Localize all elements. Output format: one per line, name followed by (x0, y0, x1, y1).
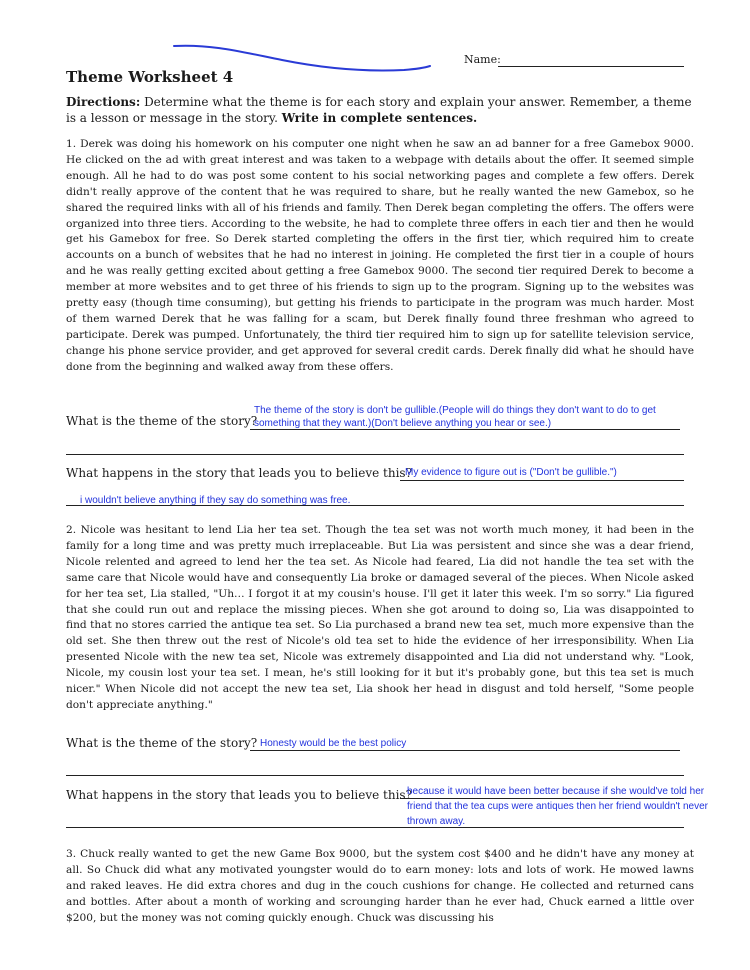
story-1-evidence-answer-line (400, 480, 684, 481)
story-2-evidence-answer-line-3[interactable]: thrown away. (407, 816, 466, 827)
directions-label: Directions: (66, 95, 141, 109)
directions-text: Determine what the theme is for each story and explain your answer. Remember, a theme is a lesson or message in the story. (66, 95, 692, 125)
story-2-theme-answer-line-1[interactable]: Honesty would be the best policy (260, 738, 407, 749)
directions (66, 94, 696, 126)
story-1-theme-answer-line-1[interactable]: The theme of the story is don't be gullible.(People will do things they don't want to do to get (254, 405, 656, 416)
story-2-theme-answer-line (250, 750, 680, 751)
story-1-evidence-answer-line-1[interactable]: My evidence to figure out is ("Don't be gullible.") (405, 467, 617, 478)
story-2-text: 2. Nicole was hesitant to lend Lia her tea set. Though the tea set was not worth much money, it had been in the family for a long time and was pretty much irreplaceable. But Lia was persistent and since she was a dear friend, Nicole relented and agreed to lend her the tea set. As Nicole had feared, Lia did not handle the tea set with the same care that Nicole would have and consequently Lia broke or damaged several of the pieces. When Nicole asked for her tea set, Lia stalled, "Uh… I forgot it at my cousin's house. I'll get it later this week. I'm so sorry." Lia figured that she could run out and replace the missing pieces. When she got around to doing so, Lia was disappointed to find that no stores carried the antique tea set. So Lia purchased a brand new tea set, much more expensive than the old set. She then threw out the rest of Nicole's old tea set to hide the evidence of her irresponsibility. When Lia presented Nicole with the new tea set, Nicole was extremely disappointed and Lia did not understand why. "Look, Nicole, my cousin lost your tea set. I mean, he's still looking for it but it's probably gone, but this tea set is much nicer." When Nicole did not accept the new tea set, Lia shook her head in disgust and told herself, "Some people don't appreciate anything." (66, 524, 694, 711)
story-1-extra-answer-line (66, 454, 684, 455)
story-2-evidence-answer-line-1[interactable]: because it would have been better because if she would've told her (407, 786, 705, 797)
name-label: Name: (464, 53, 501, 66)
worksheet-title: Theme Worksheet 4 (66, 68, 234, 86)
story-1-theme-answer-line-2[interactable]: something that they want.)(Don't believe anything you hear or see.) (254, 418, 552, 429)
story-1-evidence-answer-line-2[interactable]: i wouldn't believe anything if they say do something was free. (80, 495, 351, 506)
story-2-evidence-extra-line (66, 827, 684, 828)
directions-emphasis: Write in complete sentences. (281, 111, 478, 125)
story-2-evidence-question: What happens in the story that leads you to believe this? (66, 788, 413, 802)
story-3-text: 3. Chuck really wanted to get the new Game Box 9000, but the system cost $400 and he didn't have any money at all. So Chuck did what any motivated youngster would do to earn money: lots and lots of work. He mowed lawns and raked leaves. He did extra chores and dug in the couch cushions for change. He collected and returned cans and bottles. After about a month of working and scrounging harder than he ever had, Chuck earned a little over $200, but the money was not coming quickly enough. Chuck was discussing his (66, 848, 694, 924)
story-2-evidence-answer-line (400, 798, 684, 799)
story-1-evidence-question: What happens in the story that leads you to believe this? (66, 466, 413, 480)
name-field[interactable] (498, 66, 684, 67)
story-2-extra-answer-line (66, 775, 684, 776)
story-1-text: 1. Derek was doing his homework on his computer one night when he saw an ad banner for a free Gamebox 9000. He clicked on the ad with great interest and was taken to a webpage with details about the offer. It seemed simple enough. All he had to do was post some content to his social networking pages and complete a few offers. Derek didn't really approve of the content that he was required to share, but he really wanted the new Gamebox, so he shared the required links with all of his friends and family. Then Derek began completing the offers. The offers were organized into three tiers. According to the website, he had to complete three offers in each tier and then he would get his Gamebox for free. So Derek started completing the offers in the first tier, which required him to create accounts on a bunch of websites that he had no interest in joining. He completed the first tier in a couple of hours and he was really getting excited about getting a free Gamebox 9000. The second tier required Derek to become a member at more websites and to get three of his friends to sign up to the program. Signing up to the websites was pretty easy (though time consuming), but getting his friends to participate in the program was much harder. Most of them warned Derek that he was falling for a scam, but Derek finally found three freshman who agreed to participate. Derek was pumped. Unfortunately, the third tier required him to sign up for satellite television service, change his phone service provider, and get approved for several credit cards. Derek finally did what he should have done from the beginning and walked away from these offers. (66, 138, 694, 373)
story-1-theme-answer-line (250, 429, 680, 430)
story-2-evidence-answer-line-2[interactable]: friend that the tea cups were antiques then her friend wouldn't never (407, 801, 708, 812)
story-1-evidence-extra-line (66, 505, 684, 506)
story-2-theme-question: What is the theme of the story? (66, 736, 258, 750)
story-1-theme-question: What is the theme of the story? (66, 414, 258, 428)
